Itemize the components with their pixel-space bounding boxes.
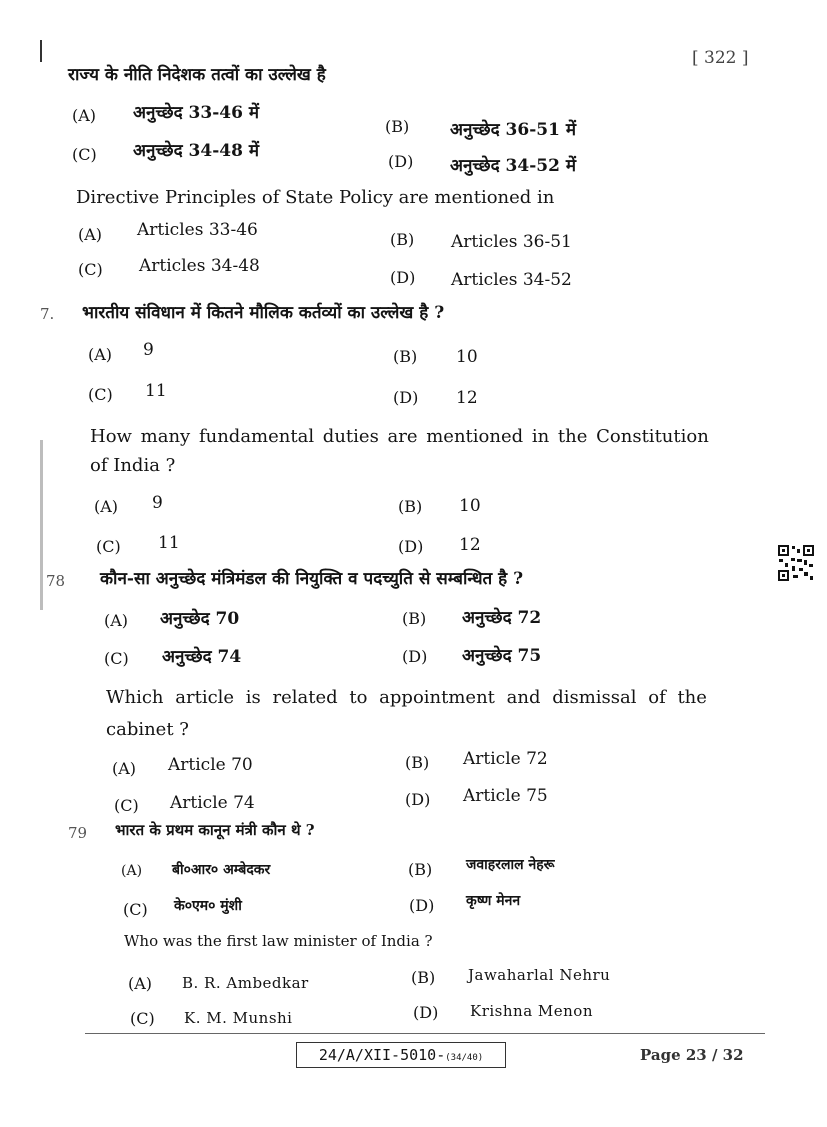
q76-en-a-text: Articles 33-46 — [137, 220, 258, 240]
q78-en-d-text: Article 75 — [463, 786, 548, 806]
q78-en-d-label: (D) — [405, 790, 431, 809]
q77-en-a-label: (A) — [94, 497, 119, 516]
q77-hi-d-text: 12 — [456, 388, 478, 408]
q77-number: 7. — [40, 305, 55, 323]
q77-english-line2: of India ? — [90, 455, 176, 476]
q76-hi-c-text: अनुच्छेद 34-48 में — [133, 141, 259, 161]
q78-en-c-label: (C) — [114, 796, 139, 815]
q78-hi-c-label: (C) — [104, 649, 129, 668]
q77-hi-a-label: (A) — [88, 345, 113, 364]
q79-en-b-label: (B) — [411, 968, 436, 987]
q79-en-a-text: B. R. Ambedkar — [182, 974, 309, 992]
q78-english-line2: cabinet ? — [106, 719, 189, 740]
q79-hi-d-text: कृष्ण मेनन — [466, 893, 521, 909]
q79-en-c-text: K. M. Munshi — [184, 1009, 293, 1027]
q78-english-line1: Which article is related to appointment and dismissal of the — [106, 687, 707, 708]
q79-en-d-text: Krishna Menon — [470, 1002, 593, 1020]
q79-en-b-text: Jawaharlal Nehru — [468, 966, 611, 984]
q79-hi-a-label: (A) — [121, 863, 143, 879]
q77-en-c-text: 11 — [158, 533, 180, 553]
q76-en-d-label: (D) — [390, 268, 416, 287]
q78-en-a-label: (A) — [112, 759, 137, 778]
q76-hindi-text: राज्य के नीति निदेशक तत्वों का उल्लेख है — [68, 65, 326, 85]
q79-hindi-text: भारत के प्रथम कानून मंत्री कौन थे ? — [115, 821, 315, 839]
q77-hi-a-text: 9 — [143, 340, 154, 360]
q79-english-text: Who was the first law minister of India ? — [124, 932, 433, 950]
page-number: Page 23 / 32 — [640, 1046, 744, 1064]
q76-english-text: Directive Principles of State Policy are mentioned in — [76, 187, 555, 208]
q78-hi-c-text: अनुच्छेद 74 — [162, 647, 242, 667]
q76-hi-b-label: (B) — [385, 117, 410, 136]
q77-english-line1: How many fundamental duties are mentioned in the Constitution — [90, 426, 709, 447]
q78-hi-a-text: अनुच्छेद 70 — [160, 609, 240, 629]
footer-code-small: (34/40) — [445, 1053, 484, 1063]
q76-en-c-label: (C) — [78, 260, 103, 279]
q76-hi-d-text: अनुच्छेद 34-52 में — [450, 156, 576, 176]
q77-en-d-text: 12 — [459, 535, 481, 555]
q77-hindi-text: भारतीय संविधान में कितने मौलिक कर्तव्यों का उल्लेख है ? — [82, 303, 445, 323]
q76-en-c-text: Articles 34-48 — [139, 256, 260, 276]
q79-hi-b-label: (B) — [408, 860, 433, 879]
q77-hi-c-text: 11 — [145, 381, 167, 401]
q79-number: 79 — [68, 824, 88, 842]
paper-set-code: [ 322 ] — [692, 48, 749, 68]
footer-rule — [85, 1033, 765, 1034]
q78-hi-b-text: अनुच्छेद 72 — [462, 608, 542, 628]
q76-hi-b-text: अनुच्छेद 36-51 में — [450, 120, 576, 140]
q79-hi-c-label: (C) — [123, 900, 148, 919]
q78-hi-b-label: (B) — [402, 609, 427, 628]
q76-en-b-label: (B) — [390, 230, 415, 249]
q79-en-c-label: (C) — [130, 1009, 155, 1028]
q77-hi-c-label: (C) — [88, 385, 113, 404]
q77-en-d-label: (D) — [398, 537, 424, 556]
q78-en-b-label: (B) — [405, 753, 430, 772]
q76-en-d-text: Articles 34-52 — [451, 270, 572, 290]
q76-hi-a-label: (A) — [72, 106, 97, 125]
q78-number: 78 — [46, 572, 66, 590]
q77-hi-d-label: (D) — [393, 388, 419, 407]
q77-en-b-text: 10 — [459, 496, 481, 516]
q78-hi-a-label: (A) — [104, 611, 129, 630]
q79-hi-d-label: (D) — [409, 896, 435, 915]
q78-en-c-text: Article 74 — [170, 793, 255, 813]
q77-hi-b-label: (B) — [393, 347, 418, 366]
q77-en-b-label: (B) — [398, 497, 423, 516]
q76-hi-c-label: (C) — [72, 145, 97, 164]
q79-hi-a-text: बी०आर० अम्बेदकर — [172, 862, 271, 878]
q77-en-c-label: (C) — [96, 537, 121, 556]
q78-hi-d-label: (D) — [402, 647, 428, 666]
qr-code-icon — [777, 544, 815, 582]
q79-hi-c-text: के०एम० मुंशी — [174, 898, 242, 914]
q76-hi-a-text: अनुच्छेद 33-46 में — [133, 103, 259, 123]
q78-hi-d-text: अनुच्छेद 75 — [462, 646, 542, 666]
q79-en-a-label: (A) — [128, 974, 153, 993]
q79-en-d-label: (D) — [413, 1003, 439, 1022]
q79-hi-b-text: जवाहरलाल नेहरू — [466, 857, 555, 873]
q78-en-a-text: Article 70 — [168, 755, 253, 775]
footer-paper-code — [296, 1042, 506, 1068]
q78-hindi-text: कौन-सा अनुच्छेद मंत्रिमंडल की नियुक्ति व पदच्युति से सम्बन्धित है ? — [100, 569, 524, 589]
q77-en-a-text: 9 — [152, 493, 163, 513]
margin-mark — [40, 40, 42, 62]
q77-hi-b-text: 10 — [456, 347, 478, 367]
footer-code-main: 24/A/XII-5010- — [318, 1046, 446, 1064]
q76-hi-d-label: (D) — [388, 152, 414, 171]
q76-en-a-label: (A) — [78, 225, 103, 244]
q78-en-b-text: Article 72 — [463, 749, 548, 769]
margin-shade — [40, 440, 43, 610]
q76-en-b-text: Articles 36-51 — [451, 232, 572, 252]
